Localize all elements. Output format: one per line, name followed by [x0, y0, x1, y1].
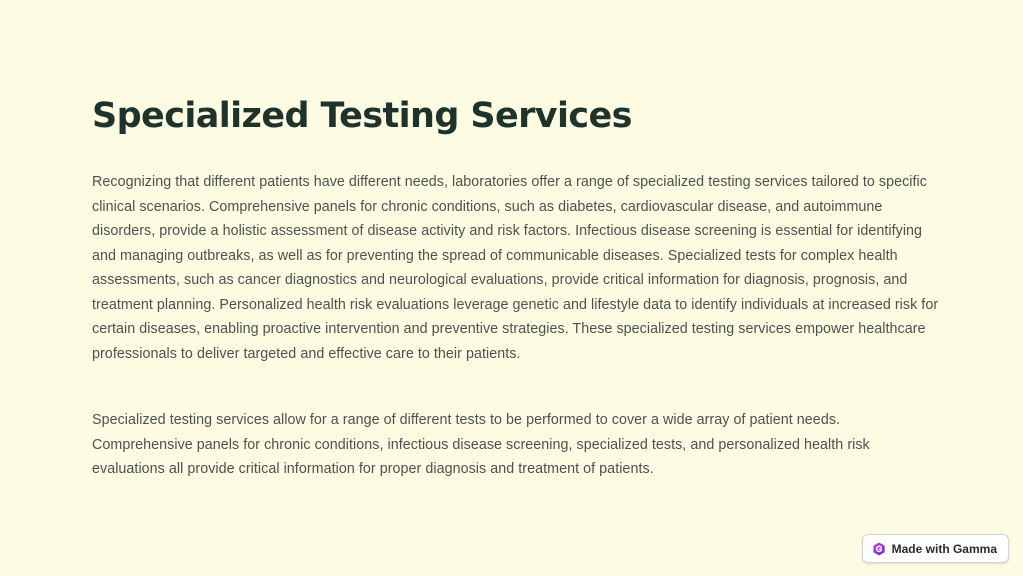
gamma-logo-icon: [872, 542, 886, 556]
body-paragraph-2: Specialized testing services allow for a range of different tests to be performed to cover a wide array of patient needs. Comprehensive panels for chronic conditions, infectious disease screening, specialized tests, and personalized health risk evaluations all provide critical information for proper diagnosis and treatment of patients.: [92, 412, 870, 477]
slide-title: Specialized Testing Services: [92, 96, 632, 136]
body-paragraph-1: Recognizing that different patients have different needs, laboratories offer a range of specialized testing services tailored to specific clinical scenarios. Comprehensive panels for chronic conditions, such as diabetes, cardiovascular disease, and autoimmune disorders, provide a holistic assessment of disease activity and risk factors. Infectious disease screening is essential for identifying and managing outbreaks, as well as for preventing the spread of communicable diseases. Specialized tests for complex health assessments, such as cancer diagnostics and neurological evaluations, provide critical information for diagnosis, prognosis, and treatment planning. Personalized health risk evaluations leverage genetic and lifestyle data to identify individuals at increased risk for certain diseases, enabling proactive intervention and preventive strategies. These specialized testing services empower healthcare professionals to deliver targeted and effective care to their patients.: [92, 174, 939, 362]
made-with-gamma-button[interactable]: [862, 534, 1009, 563]
made-with-gamma-label: Made with Gamma: [891, 541, 997, 556]
